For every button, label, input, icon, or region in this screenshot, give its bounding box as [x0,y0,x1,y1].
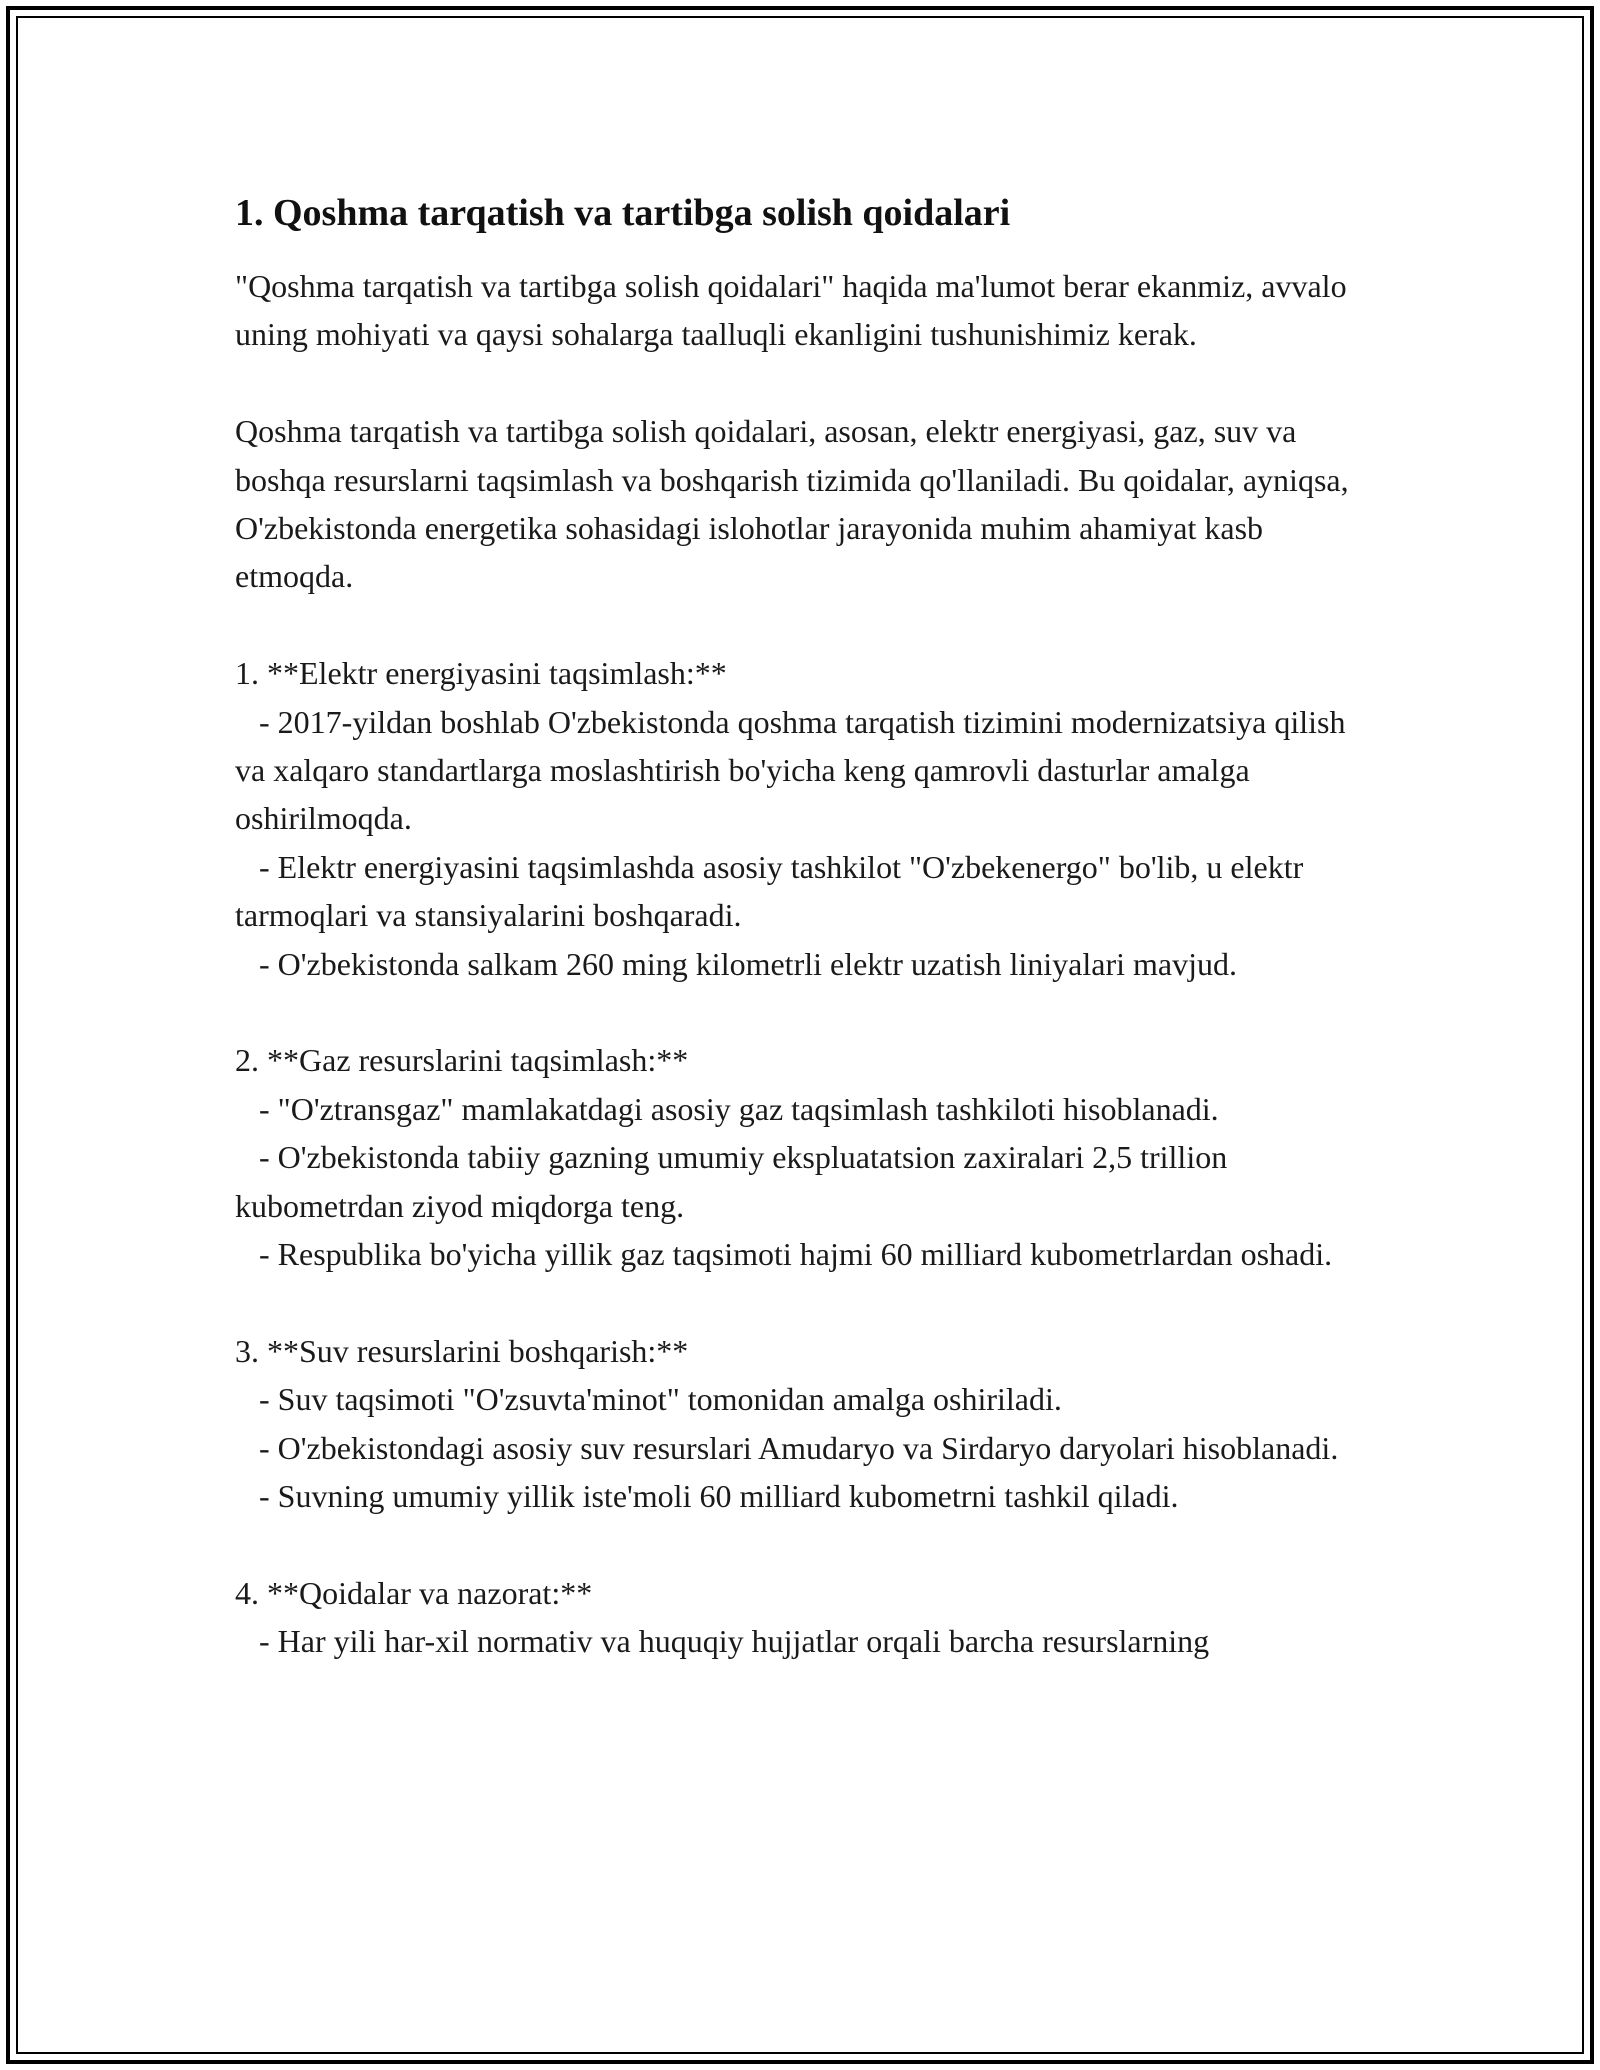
section-heading: 3. **Suv resurslarini boshqarish:** [235,1332,689,1369]
section-rules [235,1569,1375,1666]
paragraph-gap [235,1278,1375,1326]
section-heading: 1. **Elektr energiyasini taqsimlash:** [235,655,727,692]
paragraph-gap [235,601,1375,649]
section-gas [235,1036,1375,1278]
section-bullet: - Suvning umumiy yillik iste'moli 60 milliard kubometrni tashkil qiladi. [235,1478,1179,1515]
section-electricity [235,649,1375,988]
overview-paragraph: Qoshma tarqatish va tartibga solish qoidalari, asosan, elektr energiyasi, gaz, suv va boshqa resurslarni taqsimlash va boshqarish tizimida qo'llaniladi. Bu qoidalar, ayniqsa, O'zbekistonda energetika sohasidagi islohotlar jarayonida muhim ahamiyat kasb etmoqda. [235,413,1357,595]
section-bullet: - "O'ztransgaz" mamlakatdagi asosiy gaz taqsimlash tashkiloti hisoblanadi. [235,1090,1219,1127]
section-bullet: - O'zbekistondagi asosiy suv resurslari Amudaryo va Sirdaryo daryolari hisoblanadi. [235,1429,1339,1466]
paragraph-gap [235,359,1375,407]
paragraph-gap [235,988,1375,1036]
document-title: 1. Qoshma tarqatish va tartibga solish qoidalari [235,192,1011,234]
section-bullet: - O'zbekistonda salkam 260 ming kilometrli elektr uzatish liniyalari mavjud. [235,945,1237,982]
section-bullet: - O'zbekistonda tabiiy gazning umumiy ekspluatatsion zaxiralari 2,5 trillion kubometrdan ziyod miqdorga teng. [235,1139,1236,1224]
section-bullet: - 2017-yildan boshlab O'zbekistonda qoshma tarqatish tizimini modernizatsiya qilish va xalqaro standartlarga moslashtirish bo'yicha keng qamrovli dasturlar amalga oshirilmoqda. [235,703,1354,837]
section-water [235,1327,1375,1521]
paragraph-gap [235,1521,1375,1569]
section-bullet: - Respublika bo'yicha yillik gaz taqsimoti hajmi 60 milliard kubometrlardan oshadi. [235,1236,1333,1273]
intro-paragraph: "Qoshma tarqatish va tartibga solish qoidalari" haqida ma'lumot berar ekanmiz, avvalo uning mohiyati va qaysi sohalarga taalluqli ekanligini tushunishimiz kerak. [235,268,1355,353]
section-heading: 2. **Gaz resurslarini taqsimlash:** [235,1042,689,1079]
document-body [235,186,1375,1666]
section-bullet: - Suv taqsimoti "O'zsuvta'minot" tomonidan amalga oshiriladi. [235,1381,1062,1418]
section-heading: 4. **Qoidalar va nazorat:** [235,1574,593,1611]
section-bullet: - Elektr energiyasini taqsimlashda asosiy tashkilot "O'zbekenergo" bo'lib, u elektr tarmoqlari va stansiyalarini boshqaradi. [235,848,1312,934]
section-bullet: - Har yili har-xil normativ va huquqiy hujjatlar orqali barcha resurslarning [235,1623,1210,1660]
